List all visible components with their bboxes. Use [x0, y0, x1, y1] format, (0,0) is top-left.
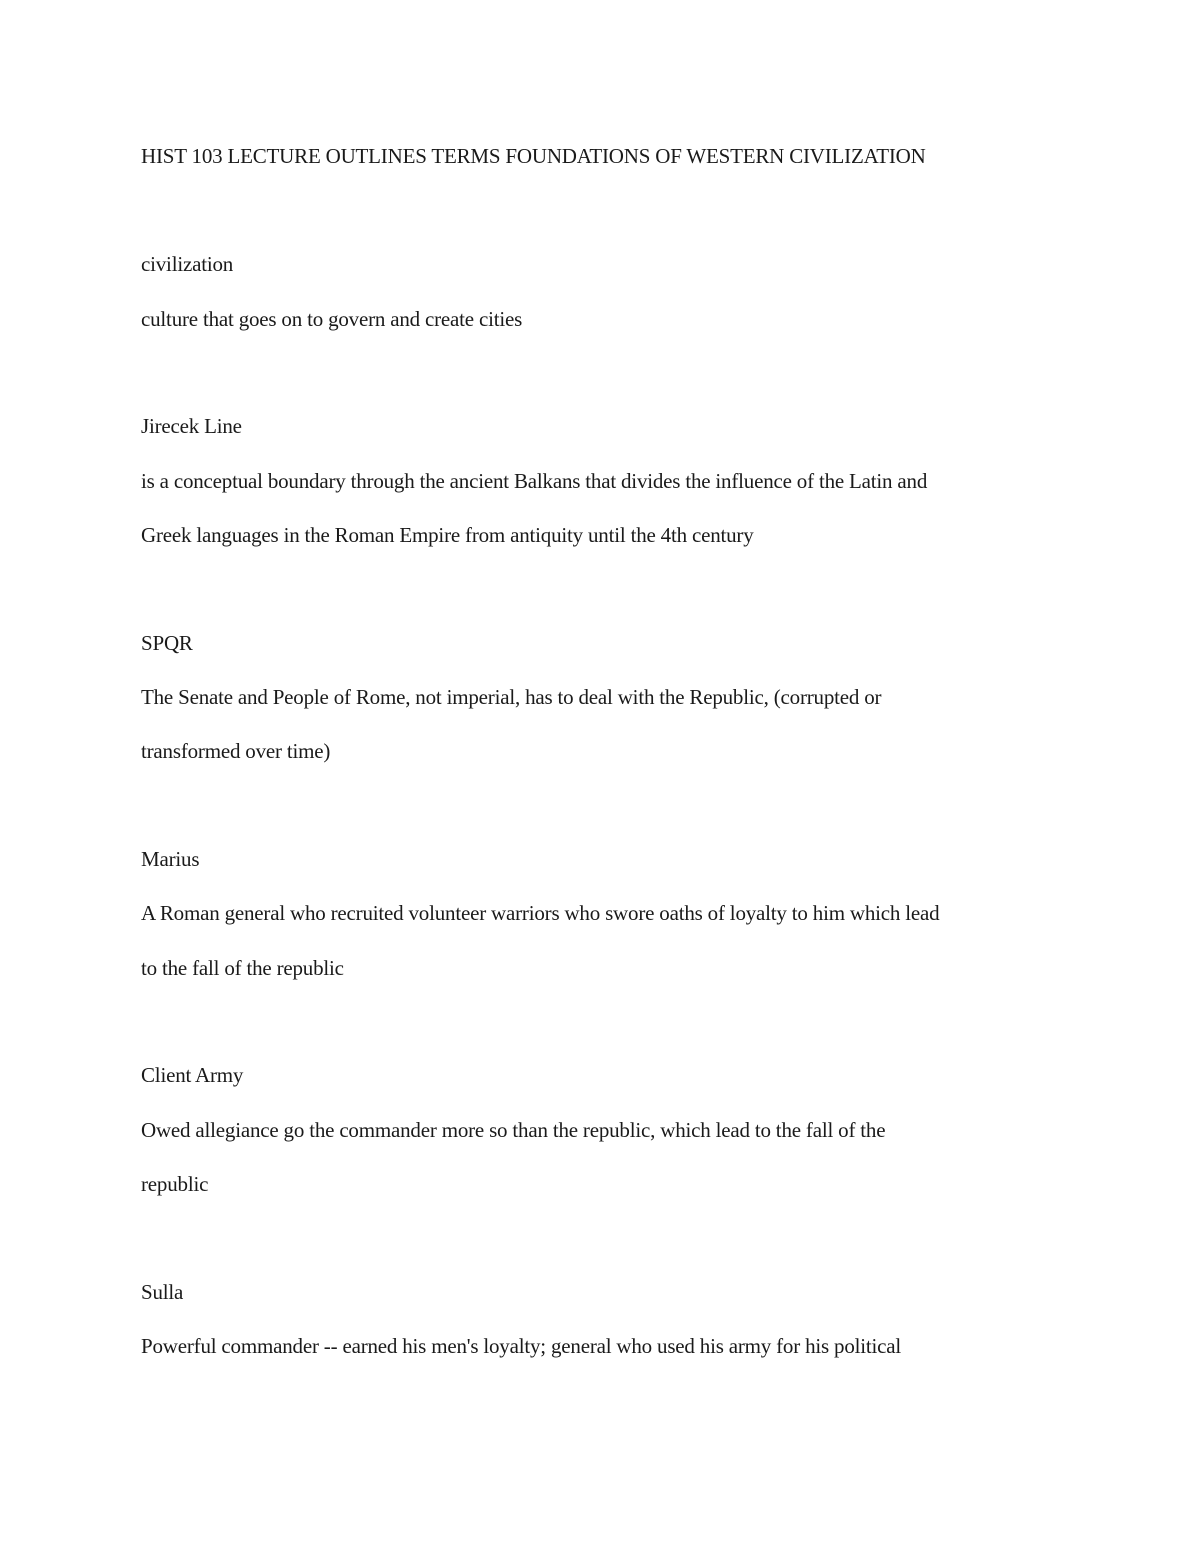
term-sulla: Sulla [141, 1280, 184, 1304]
definition-line: culture that goes on to govern and create cities [141, 307, 523, 331]
term-client-army: Client Army [141, 1063, 244, 1087]
term-spqr: SPQR [141, 631, 193, 655]
definition-line: is a conceptual boundary through the ancient Balkans that divides the influence of the Latin and [141, 469, 928, 493]
term-civilization: civilization [141, 252, 234, 276]
definition-line: A Roman general who recruited volunteer warriors who swore oaths of loyalty to him which lead [141, 901, 940, 925]
definition-line: Owed allegiance go the commander more so than the republic, which lead to the fall of the [141, 1118, 886, 1142]
term-marius: Marius [141, 847, 200, 871]
definition-line: Greek languages in the Roman Empire from antiquity until the 4th century [141, 523, 754, 547]
definition-line: to the fall of the republic [141, 956, 344, 980]
definition-line: transformed over time) [141, 739, 331, 763]
definition-line: Powerful commander -- earned his men's loyalty; general who used his army for his political [141, 1334, 902, 1358]
term-jirecek-line: Jirecek Line [141, 414, 242, 438]
document-title: HIST 103 LECTURE OUTLINES TERMS FOUNDATIONS OF WESTERN CIVILIZATION [141, 144, 926, 168]
definition-line: republic [141, 1172, 209, 1196]
definition-line: The Senate and People of Rome, not imperial, has to deal with the Republic, (corrupted or [141, 685, 882, 709]
